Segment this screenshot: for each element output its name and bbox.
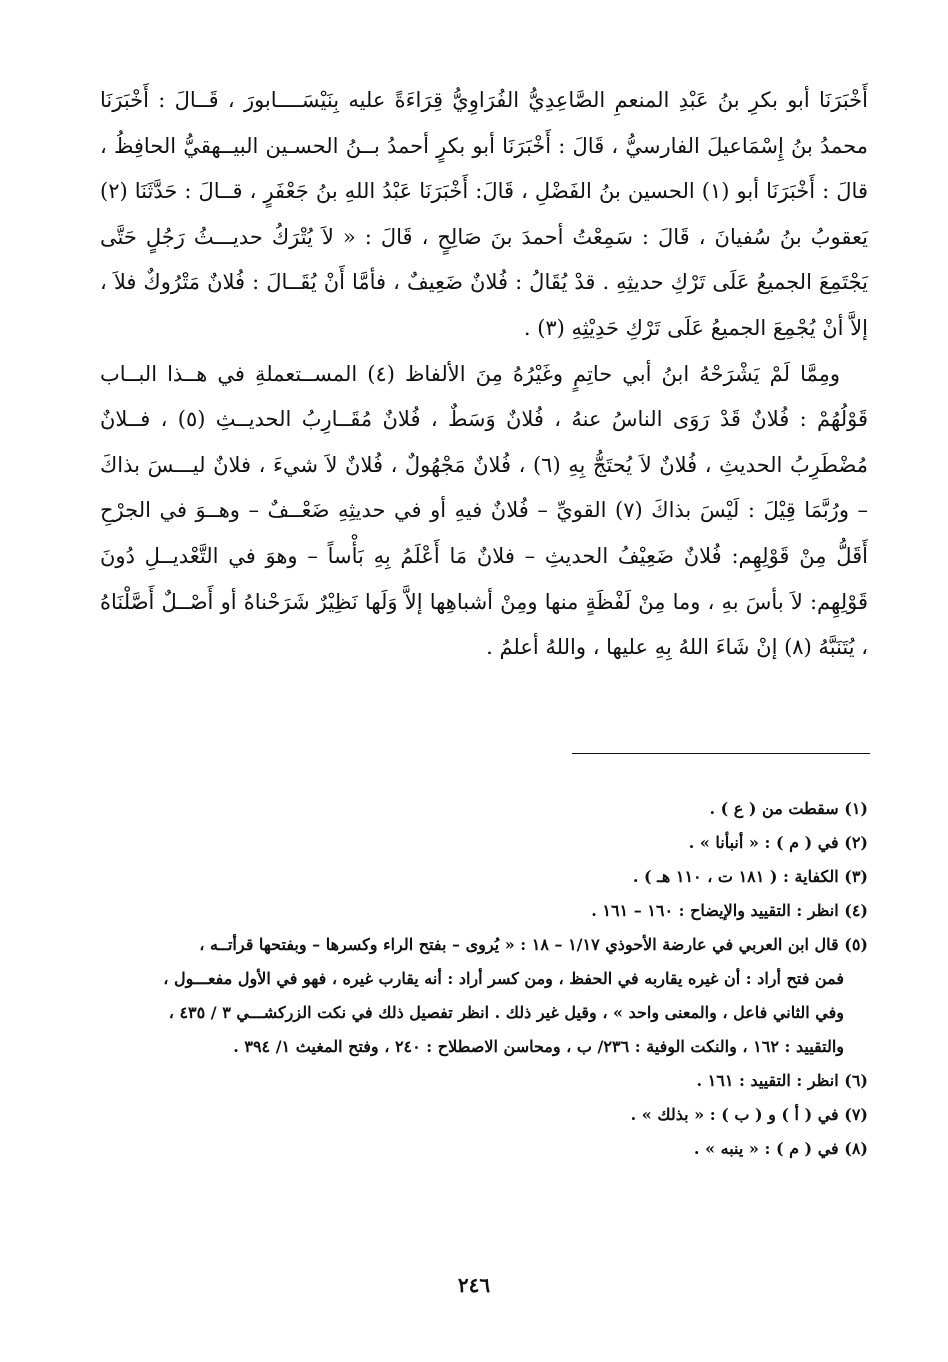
footnote-1: (١) سقطت من ( ع ) . <box>709 799 868 818</box>
footnote-2: (٢) في ( م ) : « أنبأنا » . <box>688 833 868 852</box>
footnote-4: (٤) انظر : التقييد والإيضاح : ١٦٠ – ١٦١ . <box>591 901 868 920</box>
footnote-8: (٨) في ( م ) : « ينبه » . <box>693 1139 868 1158</box>
footnote-6: (٦) انظر : التقييد : ١٦١ . <box>696 1071 868 1090</box>
paragraph-1: أَخْبَرَنَا أبو بكرِ بنُ عَبْدِ المنعمِ الصَّاعِدِيُّ الفُرَاوِيُّ قِرَاءَةً عليه بِنَيْسَــــابورَ ، قَــالَ : أَخْبَرَنَا محمدُ بنُ إِسْمَاعيلَ الفارسيُّ ، قَالَ : أَخْبَرَنَا أبو بكرٍ أحمدُ بــنُ الحسـين البيــهقيُّ الحافِظُ ، قالَ : أَخْبَرَنَا أبو (١) الحسين بنُ الفَضْلِ ، قَالَ: أَخْبَرَنَا عَبْدُ اللهِ بنُ جَعْفَرٍ ، قــالَ : حَدَّثَنَا (٢) يَعقوبُ بنُ سُفيانَ ، قَالَ : سَمِعْتُ أحمدَ بنَ صَالِحٍ ، قَالَ : « لاَ يُتْرَكُ حديـــثُ رَجُلٍ حَتَّى يَجْتَمِعَ الجميعُ عَلَى تَرْكِ حديثِهِ . قدْ يُقَالُ : فُلانٌ ضَعِيفٌ ، فأمَّا أَنْ يُقَــالَ : فُلانٌ مَتْرُوكٌ فلاَ ، إلاَّ أنْ يُجْمِعَ الجميعُ عَلَى تَرْكِ حَدِيْثِهِ (٣) . <box>100 88 868 340</box>
page-number: ٢٤٦ <box>457 1273 491 1297</box>
footnote-divider <box>572 753 870 754</box>
main-text <box>100 78 868 671</box>
footnotes <box>100 792 868 1166</box>
footnote-3: (٣) الكفاية : ( ١٨١ ت ، ١١٠ هـ ) . <box>632 867 868 886</box>
footnote-5-line-4: والتقييد : ١٦٢ ، والنكت الوفية : ٢٣٦/ ب ، ومحاسن الاصطلاح : ٢٤٠ ، وفتح المغيث ١/ ٣٩٤ . <box>233 1037 844 1056</box>
footnote-7: (٧) في ( أ ) و ( ب ) : « بذلك » . <box>630 1105 868 1124</box>
paragraph-2: ومِمَّا لَمْ يَشْرَحْهُ ابنُ أبي حاتِمٍ وغَيْرُهُ مِنَ الألفاظ (٤) المســتعملةِ في هــذا البــاب قَوْلُهُمْ : فُلانٌ قَدْ رَوَى الناسُ عنهُ ، فُلانٌ وَسَطٌ ، فُلانٌ مُقَــارِبُ الحديــثِ (٥) ، فــلانٌ مُضْطَرِبُ الحديثِ ، فُلانٌ لاَ يُحتَجُّ بِهِ (٦) ، فُلانٌ مَجْهُولٌ ، فُلانٌ لاَ شيءَ ، فلانٌ ليـــسَ بذاكَ – ورُبَّمَا قِيْلَ : لَيْسَ بذاكَ (٧) القويِّ – فُلانٌ فيهِ أو في حديثِهِ ضَعْــفٌ – وهــوَ في الجرْحِ أَقَلُّ مِنْ قَوْلِهِم: فُلانٌ ضَعِيْفُ الحديثِ – فلانٌ مَا أَعْلَمُ بِهِ بَأْساً – وهوَ في التَّعْديــلِ دُونَ قَوْلِهِم: لاَ بأسَ بهِ ، وما مِنْ لَفْظَةٍ منها ومِنْ أشباهِها إلاَّ وَلَها نَظِيْرٌ شَرَحْناهُ أو أَصْــلٌ أَصَّلْنَاهُ ، يُتَنَبَّهُ (٨) إنْ شَاءَ اللهُ بِهِ عليها ، واللهُ أعلمُ . <box>100 361 868 660</box>
footnote-5-line-2: فمن فتح أراد : أن غيره يقاربه في الحفظ ، ومن كسر أراد : أنه يقارب غيره ، فهو في الأول مفعـــول ، <box>163 969 844 988</box>
footnote-5: (٥) قال ابن العربي في عارضة الأحوذي ١/١٧ – ١٨ : « يُروى – بفتح الراء وكسرها – وبفتحها قرأتــه ، <box>199 935 868 954</box>
footnote-5-line-3: وفي الثاني فاعل ، والمعنى واحد » ، وقيل غير ذلك . انظر تفصيل ذلك في نكت الزركشـــي ٣ / ٤٣٥ ، <box>168 1003 844 1022</box>
